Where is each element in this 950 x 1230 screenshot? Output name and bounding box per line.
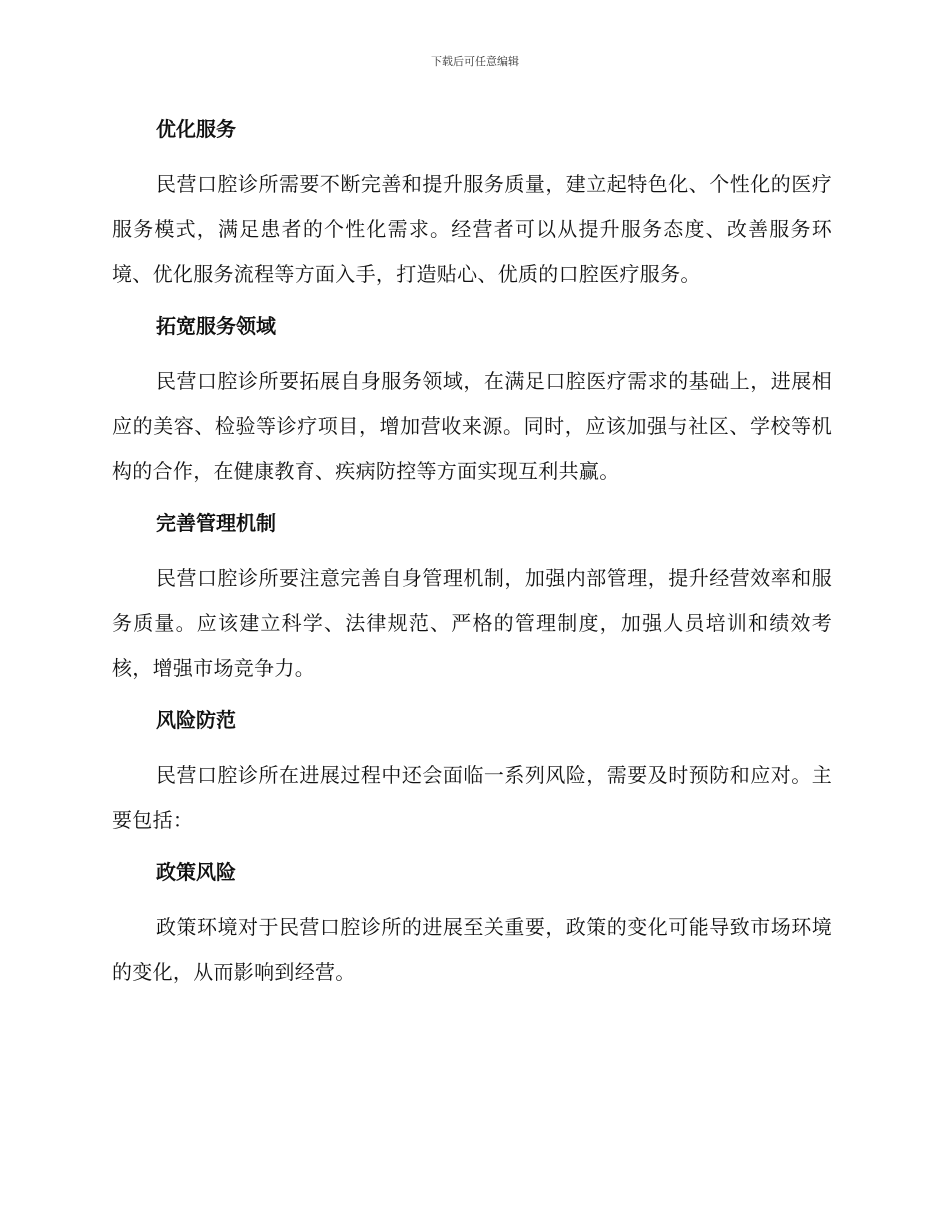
section-paragraph-policy-risk: 政策环境对于民营口腔诊所的进展至关重要，政策的变化可能导致市场环境的变化，从而影响到经营。 bbox=[112, 915, 832, 984]
section-heading-management: 完善管理机制 bbox=[156, 511, 276, 535]
section-paragraph-optimize-service: 民营口腔诊所需要不断完善和提升服务质量，建立起特色化、个性化的医疗服务模式，满足患者的个性化需求。经营者可以从提升服务态度、改善服务环境、优化服务流程等方面入手，打造贴心、优质的口腔医疗服务。 bbox=[112, 172, 832, 286]
document-body bbox=[112, 112, 832, 1007]
section-paragraph-expand-service: 民营口腔诊所要拓展自身服务领域，在满足口腔医疗需求的基础上，进展相应的美容、检验等诊疗项目，增加营收来源。同时，应该加强与社区、学校等机构的合作，在健康教育、疾病防控等方面实现互利共赢。 bbox=[112, 369, 832, 483]
section-paragraph-management: 民营口腔诊所要注意完善自身管理机制，加强内部管理，提升经营效率和服务质量。应该建立科学、法律规范、严格的管理制度，加强人员培训和绩效考核，增强市场竞争力。 bbox=[112, 566, 832, 680]
section-heading-risk-prevention: 风险防范 bbox=[156, 708, 236, 732]
section-heading-expand-service: 拓宽服务领域 bbox=[156, 314, 276, 338]
section-paragraph-risk-prevention: 民营口腔诊所在进展过程中还会面临一系列风险，需要及时预防和应对。主要包括： bbox=[112, 763, 832, 832]
section-heading-policy-risk: 政策风险 bbox=[156, 860, 236, 884]
page-header-note: 下载后可任意编辑 bbox=[431, 55, 519, 68]
section-heading-optimize-service: 优化服务 bbox=[156, 117, 236, 141]
